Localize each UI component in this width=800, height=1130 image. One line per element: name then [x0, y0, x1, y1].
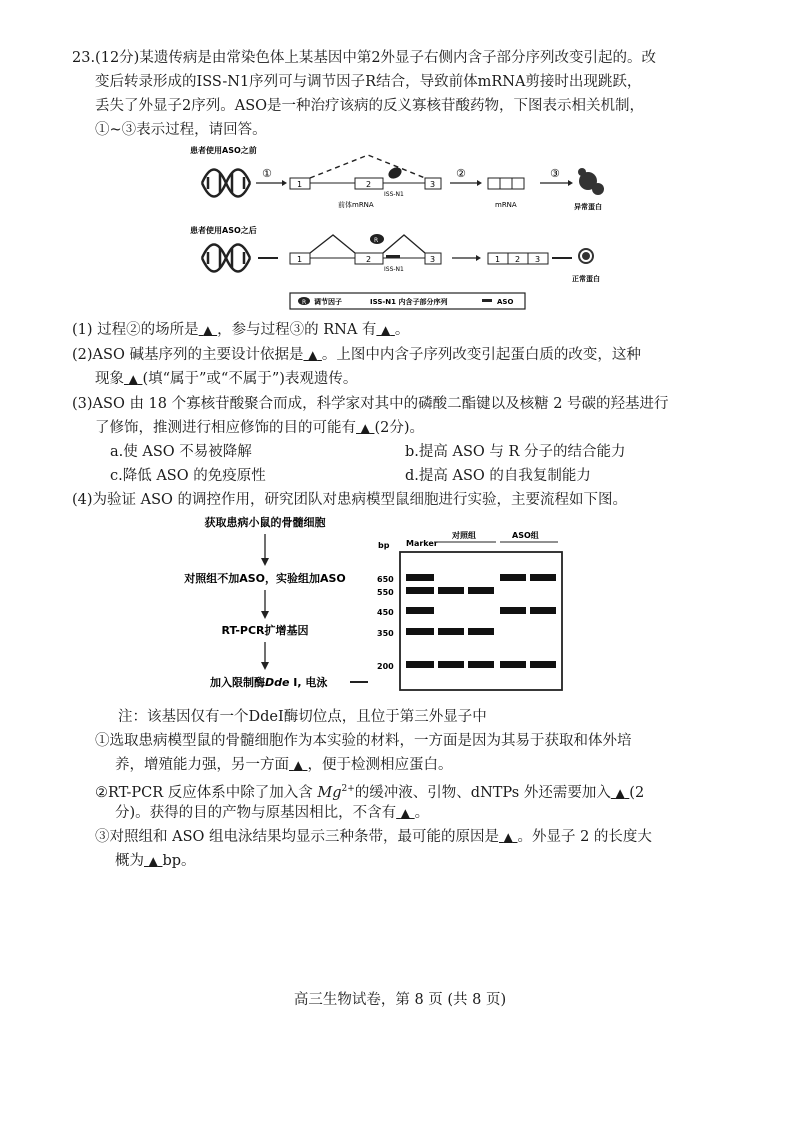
- size-650: 650: [377, 575, 394, 584]
- dna-helix-icon-2: [202, 245, 250, 272]
- aso-band-200-a: [500, 661, 526, 668]
- iss-label-before: ISS-N1: [384, 191, 404, 198]
- marker-band-550: [406, 587, 434, 594]
- flow-step-4: 加入限制酶Dde I, 电泳: [210, 676, 328, 689]
- exon-3-label-after: 3: [430, 255, 436, 264]
- note: 注：该基因仅有一个DdeI酶切位点，且位于第三外显子中: [118, 709, 487, 725]
- control-band-550-a: [438, 587, 464, 594]
- option-a: a.使 ASO 不易被降解: [110, 444, 252, 460]
- abnormal-protein-icon: [578, 168, 604, 195]
- question-3: (3)ASO 由 18 个寡核苷酸聚合而成，科学家对其中的磷酸二酯键以及核糖 2 号碳的羟基进行: [72, 396, 669, 412]
- mg-charge: 2+: [341, 784, 355, 794]
- exon-1-label-after: 1: [297, 255, 303, 264]
- size-450: 450: [377, 608, 394, 617]
- flow-step-2: 对照组不加ASO，实验组加ASO: [184, 572, 346, 585]
- marker-band-450: [406, 607, 434, 614]
- q2-text-c: 现象: [95, 371, 124, 387]
- question-4: (4)为验证 ASO 的调控作用，研究团队对患病模型鼠细胞进行实验，主要流程如下图。: [72, 492, 628, 508]
- aso-band-650-a: [500, 574, 526, 581]
- legend-iss-label: ISS-N1 内含子部分序列: [370, 298, 448, 306]
- flow-step-3: RT-PCR扩增基因: [221, 624, 309, 637]
- s2-text-d: 分)。获得的目的产物与原基因相比，不含有: [115, 805, 397, 821]
- q3-text-b: 了修饰，推测进行相应修饰的目的可能有: [95, 420, 356, 436]
- before-aso-label: 患者使用ASO之前: [190, 146, 257, 155]
- legend-aso-label: ASO: [497, 298, 514, 306]
- splicing-diagram: [190, 145, 630, 320]
- question-1: (1) 过程②的场所是 ▲ ，参与过程③的 RNA 有 ▲ 。: [72, 322, 410, 338]
- q23-line-3: 丢失了外显子2序列。ASO是一种治疗该病的反义寡核苷酸药物，下图表示相关机制，: [95, 98, 645, 114]
- option-d: d.提高 ASO 的自我复制能力: [405, 468, 591, 484]
- blank-s2a: ▲: [615, 785, 625, 800]
- blank-s3a: ▲: [503, 830, 513, 844]
- step-2-label: ②: [456, 167, 466, 180]
- r-label: R: [374, 237, 379, 244]
- question-2-cont: [95, 369, 357, 389]
- blank-q1b: ▲: [381, 323, 391, 337]
- s1-text-c: ，便于检测相应蛋白。: [307, 757, 453, 773]
- arrow-down-icon-2: [261, 611, 269, 619]
- q23-line-4: ①~③表示过程，请回答。: [95, 122, 267, 138]
- q1-text: (1) 过程②的场所是: [72, 322, 199, 338]
- sub-2: [95, 779, 644, 803]
- blank-q2a: ▲: [308, 348, 318, 362]
- blank-q2b: ▲: [128, 372, 138, 386]
- s3-text-a: ③对照组和 ASO 组电泳结果均显示三种条带，最可能的原因是: [95, 829, 500, 845]
- gel-box: [400, 552, 562, 690]
- mrna-label-before: mRNA: [495, 201, 517, 209]
- sub-3: [95, 827, 652, 847]
- iss-label-after: ISS-N1: [384, 266, 404, 273]
- option-c: c.降低 ASO 的免疫原性: [110, 468, 266, 484]
- blank-s3b: ▲: [148, 854, 158, 868]
- option-b: b.提高 ASO 与 R 分子的结合能力: [405, 444, 626, 460]
- q1-text-b: ，参与过程③的 RNA 有: [217, 322, 377, 338]
- control-band-200-b: [468, 661, 494, 668]
- regulator-r-icon: [386, 165, 403, 181]
- question-2: [72, 345, 641, 365]
- blank-q1a: ▲: [203, 323, 213, 337]
- arrow-down-icon: [261, 558, 269, 566]
- mrna-after-ex1: 1: [495, 255, 501, 264]
- sub-3-cont: [115, 851, 196, 871]
- size-550: 550: [377, 588, 394, 597]
- sub-1-cont: [115, 755, 452, 775]
- flow-step-1: 获取患病小鼠的骨髓细胞: [204, 516, 326, 529]
- q23-line-2: 变后转录形成的ISS-N1序列可与调节因子R结合，导致前体mRNA剪接时出现跳跃，: [95, 74, 642, 90]
- s1-text-b: 养，增殖能力强，另一方面: [115, 757, 289, 773]
- aso-bound-icon: [386, 255, 400, 258]
- marker-band-650: [406, 574, 434, 581]
- exon-3-label: 3: [430, 180, 436, 189]
- s2-text-e: 。: [414, 805, 430, 821]
- after-aso-label: 患者使用ASO之后: [190, 226, 257, 235]
- q2-text-d: (填“属于”或“不属于”)表观遗传。: [142, 371, 358, 387]
- control-band-200-a: [438, 661, 464, 668]
- sub-1: ①选取患病模型鼠的骨髓细胞作为本实验的材料，一方面是因为其易于获取和体外培: [95, 733, 632, 749]
- bp-label: bp: [378, 541, 390, 550]
- page-footer: 高三生物试卷，第 8 页 (共 8 页): [293, 992, 507, 1008]
- mrna-after-ex2: 2: [515, 255, 521, 264]
- arrow-down-icon-3: [261, 662, 269, 670]
- s2-text-b: 的缓冲液、引物、dNTPs 外还需要加入: [354, 784, 611, 801]
- step-1-label: ①: [262, 167, 272, 180]
- mrna-after-ex3: 3: [535, 255, 541, 264]
- control-band-350-b: [468, 628, 494, 635]
- aso-band-450-b: [530, 607, 556, 614]
- experiment-figure: [170, 510, 570, 700]
- normal-protein-label: 正常蛋白: [572, 275, 600, 283]
- size-350: 350: [377, 629, 394, 638]
- dna-helix-icon: [202, 170, 250, 197]
- q2-text-b: 。上图中内含子序列改变引起蛋白质的改变，这种: [321, 347, 641, 363]
- aso-group-label: ASO组: [512, 531, 539, 540]
- sub-2-cont: [115, 803, 429, 823]
- aso-band-650-b: [530, 574, 556, 581]
- q3-text-c: (2分)。: [374, 420, 424, 436]
- q2-text-a: (2)ASO 碱基序列的主要设计依据是: [72, 347, 304, 363]
- exon-2-label: 2: [366, 180, 372, 189]
- size-200: 200: [377, 662, 394, 671]
- marker-band-350: [406, 628, 434, 635]
- control-band-350-a: [438, 628, 464, 635]
- s3-text-d: bp。: [162, 853, 196, 869]
- aso-band-200-b: [530, 661, 556, 668]
- s3-text-c: 概为: [115, 853, 144, 869]
- s3-text-b: 。外显子 2 的长度大: [517, 829, 652, 845]
- control-label: 对照组: [452, 531, 476, 540]
- control-band-550-b: [468, 587, 494, 594]
- step-3-label: ③: [550, 167, 560, 180]
- blank-s1: ▲: [293, 758, 303, 772]
- aso-band-450-a: [500, 607, 526, 614]
- question-3-cont: [95, 418, 424, 438]
- blank-s2b: ▲: [400, 806, 410, 820]
- blank-q3: ▲: [360, 421, 370, 435]
- s2-text-a: ②RT-PCR 反应体系中除了加入含: [95, 784, 318, 801]
- mg-symbol: Mg: [317, 784, 342, 801]
- normal-protein-icon: [579, 249, 593, 263]
- pre-mrna-label: 前体mRNA: [338, 201, 374, 209]
- q23-line-1: 23.(12分)某遗传病是由常染色体上某基因中第2外显子右侧内含子部分序列改变引起的。改: [72, 50, 657, 66]
- marker-band-200: [406, 661, 434, 668]
- s2-text-c: (2: [629, 784, 645, 801]
- legend-r-label: 调节因子: [314, 298, 342, 306]
- legend-r-symbol: R: [302, 299, 307, 306]
- exon-2-label-after: 2: [366, 255, 372, 264]
- abnormal-protein-label: 异常蛋白: [574, 203, 602, 211]
- marker-label: Marker: [406, 539, 438, 548]
- exon-1-label: 1: [297, 180, 303, 189]
